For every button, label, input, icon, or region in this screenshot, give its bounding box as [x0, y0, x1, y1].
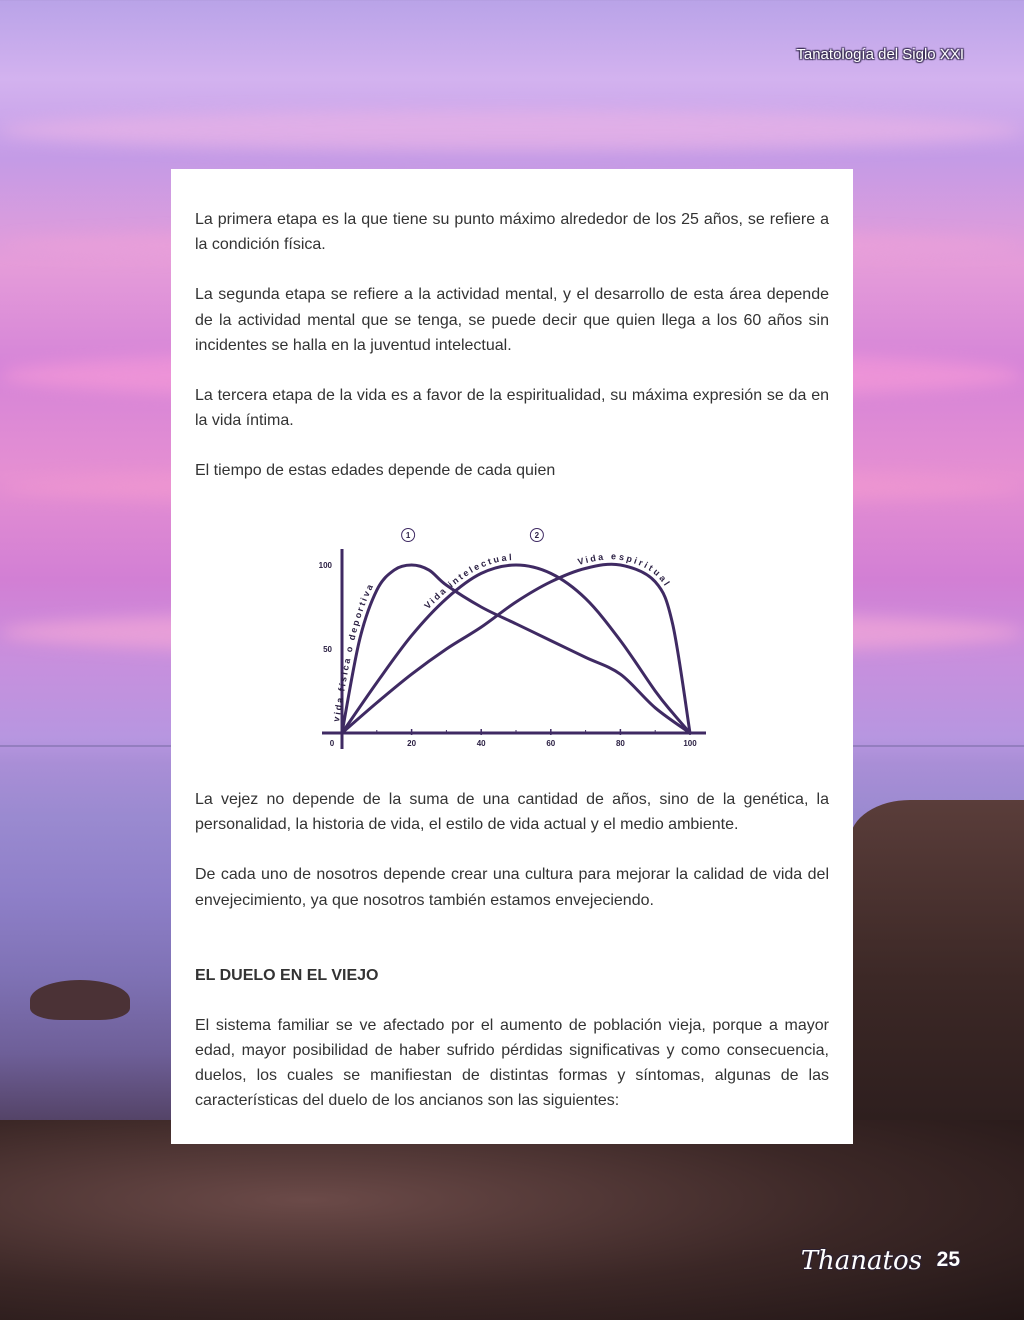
- paragraph: El tiempo de estas edades depende de cada quien: [195, 462, 556, 480]
- x-tick-label: 0: [329, 739, 335, 748]
- series-line-1: [342, 565, 690, 733]
- rock-formation-left: [30, 980, 130, 1020]
- series-line-3: [342, 564, 690, 733]
- section-heading: EL DUELO EN EL VIEJO: [195, 966, 379, 984]
- paragraph: De cada uno de nosotros depende crear una cultura para mejorar la calidad de vida del envejecimiento, ya que nosotros también estamos envejeciendo.: [195, 866, 829, 909]
- magazine-brand: Thanatos: [800, 1246, 922, 1276]
- rock-shore: [0, 1120, 1024, 1320]
- life-stages-chart: [301, 519, 721, 759]
- content-card: [171, 169, 853, 1144]
- x-tick-label: 80: [615, 739, 625, 748]
- running-title: Tanatología del Siglo XXI: [796, 46, 964, 63]
- paragraph: La vejez no depende de la suma de una cantidad de años, sino de la genética, la personalidad, la historia de vida, el estilo de vida actual y el medio ambiente.: [195, 791, 829, 834]
- x-tick-label: 100: [683, 739, 697, 748]
- page-number: 25: [936, 1248, 960, 1271]
- paragraph: El sistema familiar se ve afectado por el aumento de población vieja, porque a mayor edad, mayor posibilidad de haber sufrido pérdidas significativas y como consecuencia, duelos, los cuales se manifiestan de distintas formas y síntomas, algunas de las características del duelo de los ancianos son las siguientes:: [195, 1016, 829, 1110]
- chart-svg: [301, 519, 721, 759]
- rock-formation-right: [850, 800, 1024, 1160]
- series-line-2: [342, 565, 690, 733]
- x-tick-label: 60: [546, 739, 556, 748]
- y-tick-label: 50: [323, 645, 332, 654]
- paragraph: La tercera etapa de la vida es a favor de la espiritualidad, su máxima expresión se da en la vida íntima.: [195, 387, 829, 430]
- x-tick-label: 40: [476, 739, 486, 748]
- series-label-text: vida física o deportiva: [330, 581, 376, 723]
- marker-label: 2: [534, 531, 540, 540]
- paragraph: La segunda etapa se refiere a la actividad mental, y el desarrollo de esta área depende de la actividad mental que se tenga, se puede decir que quien llega a los 60 años sin incidentes se halla en la juventud intelectual.: [195, 286, 829, 354]
- series-label-text: Vida espiritual: [576, 551, 673, 589]
- paragraph: La primera etapa es la que tiene su punto máximo alrededor de los 25 años, se refiere a la condición física.: [195, 211, 829, 254]
- marker-label: 1: [405, 531, 411, 540]
- series-label-text: Vida intelectual: [422, 552, 514, 611]
- x-tick-label: 20: [407, 739, 417, 748]
- series-label-1: [331, 581, 376, 722]
- y-tick-label: 100: [318, 561, 332, 570]
- sky-streak: [0, 110, 1024, 150]
